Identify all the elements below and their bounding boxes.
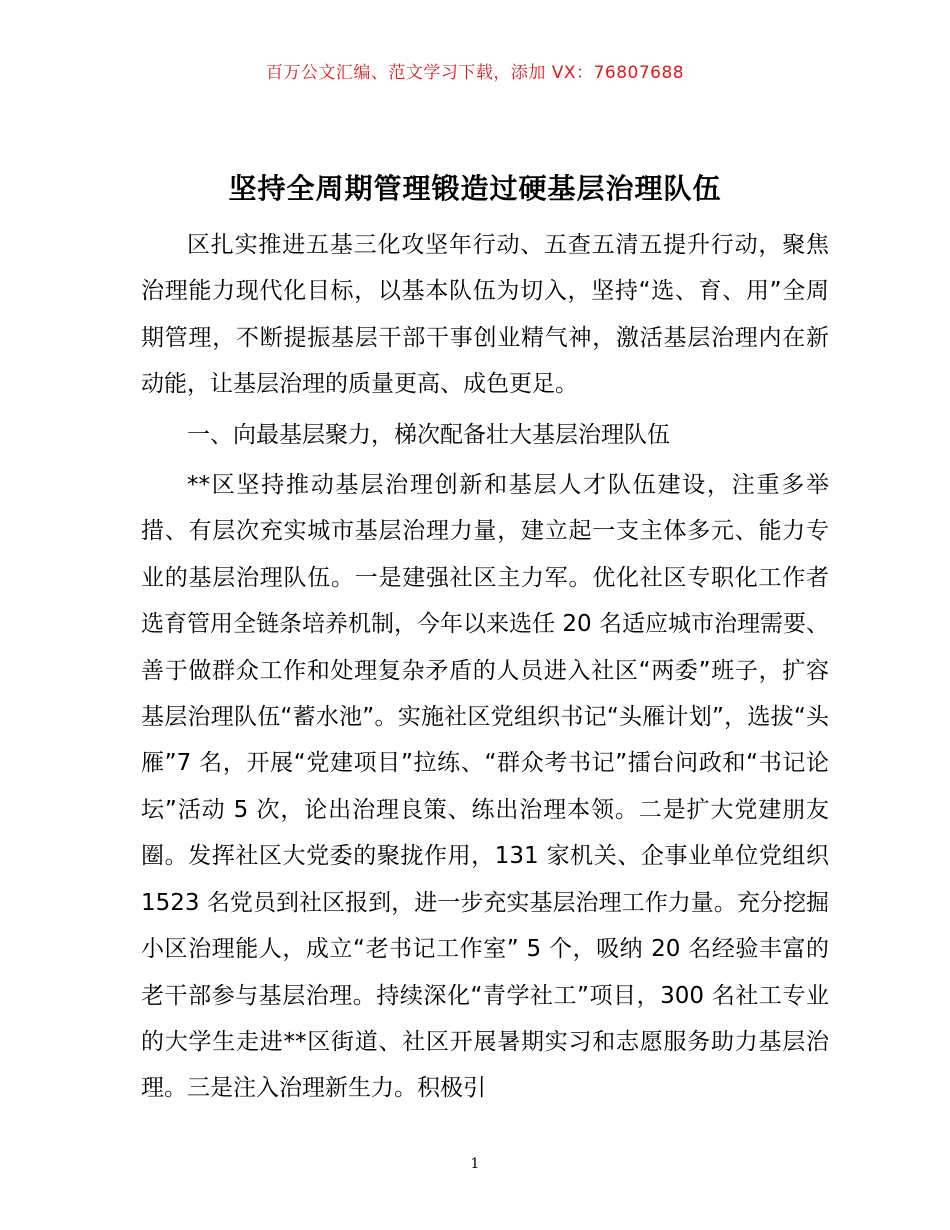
- page-number: 1: [470, 1156, 480, 1172]
- document-body: [141, 222, 829, 1112]
- header-banner: 百万公文汇编、范文学习下载，添加 VX：76807688: [265, 63, 685, 83]
- document-title: 坚持全周期管理锻造过硬基层治理队伍: [228, 172, 722, 205]
- section-heading: 一、向最基层聚力，梯次配备壮大基层治理队伍: [187, 421, 670, 448]
- section-paragraph: **区坚持推动基层治理创新和基层人才队伍建设，注重多举措、有层次充实城市基层治理力量，建立起一支主体多元、能力专业的基层治理队伍。一是建强社区主力军。优化社区专职化工作者选育管用全链条培养机制，今年以来选任 20 名适应城市治理需要、善于做群众工作和处理复杂矛盾的人员进入社区“两委”班子，扩容基层治理队伍“蓄水池”。实施社区党组织书记“头雁计划”，选拔“头雁”7 名，开展“党建项目”拉练、“群众考书记”擂台问政和“书记论坛”活动 5 次，论出治理良策、练出治理本领。二是扩大党建朋友圈。发挥社区大党委的聚拢作用，131 家机关、企事业单位党组织 1523 名党员到社区报到，进一步充实基层治理工作力量。充分挖掘小区治理能人，成立“老书记工作室” 5 个，吸纳 20 名经验丰富的老干部参与基层治理。持续深化“青学社工”项目，300 名社工专业的大学生走进**区街道、社区开展暑期实习和志愿服务助力基层治理。三是注入治理新生力。积极引: [141, 472, 829, 1102]
- intro-paragraph: 区扎实推进五基三化攻坚年行动、五查五清五提升行动，聚焦治理能力现代化目标，以基本队伍为切入，坚持“选、育、用”全周期管理，不断提振基层干部干事创业精气神，激活基层治理内在新动能，让基层治理的质量更高、成色更足。: [141, 232, 829, 398]
